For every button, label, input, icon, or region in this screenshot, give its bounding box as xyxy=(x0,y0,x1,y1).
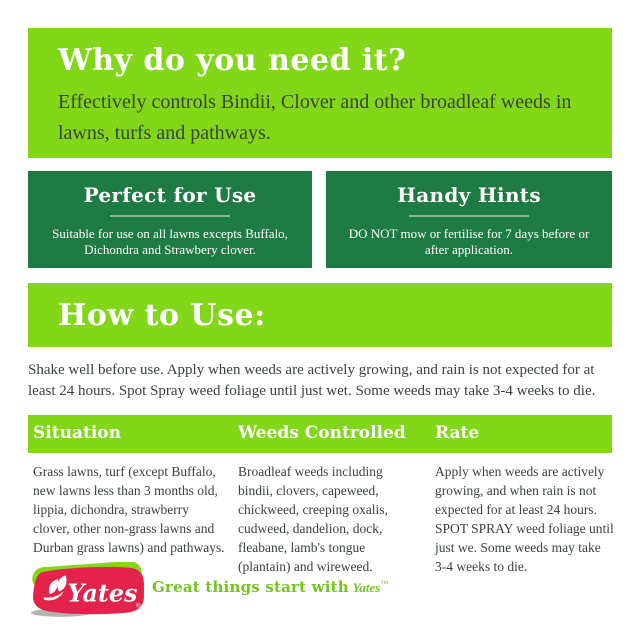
logo-wordmark: Yates xyxy=(67,579,138,608)
perfect-for-use-card xyxy=(28,171,312,268)
registered-mark: ® xyxy=(135,602,142,610)
why-you-need-it-banner xyxy=(28,28,612,158)
rate-cell: Apply when weeds are actively growing, and when rain is not expected for at least 24 hours. SPOT SPRAY weed foliage until just we. Some weeds may take 3-4 weeks to die. xyxy=(435,464,614,574)
yates-logo-graphic xyxy=(28,562,146,620)
usage-table-header xyxy=(28,415,612,453)
weeds-controlled-cell: Broadleaf weeds including bindii, clovers, capeweed, chickweed, creeping oxalis, cudweed, dandelion, dock, fleabane, lamb's tongue (plantain) and wireweed. xyxy=(238,464,388,574)
tagline xyxy=(152,578,388,597)
page-subtitle: Effectively controls Bindii, Clover and other broadleaf weeds in lawns, turfs and pathways. xyxy=(58,91,572,144)
trademark-symbol: ™ xyxy=(380,579,389,588)
usage-instructions: Shake well before use. Apply when weeds are actively growing, and rain is not expected for at least 24 hours. Spot Spray weed foliage until just wet. Some weeds may take 3-4 weeks to die. xyxy=(28,362,596,399)
tagline-brand: Yates xyxy=(352,580,381,595)
yates-logo xyxy=(28,562,146,620)
perfect-for-use-body: Suitable for use on all lawns excepts Buffalo, Dichondra and Strawbery clover. xyxy=(52,226,288,257)
how-to-use-title: How to Use: xyxy=(58,297,266,333)
page-title: Why do you need it? xyxy=(58,43,407,78)
card-divider xyxy=(409,215,529,217)
column-header-rate: Rate xyxy=(435,423,480,443)
column-header-situation: Situation xyxy=(33,423,121,443)
perfect-for-use-title: Perfect for Use xyxy=(83,183,257,207)
handy-hints-title: Handy Hints xyxy=(397,183,541,207)
column-header-weeds-controlled: Weeds Controlled xyxy=(238,423,406,443)
how-to-use-banner xyxy=(28,283,612,347)
tagline-text: Great things start with xyxy=(152,578,349,596)
situation-cell: Grass lawns, turf (except Buffalo, new lawns less than 3 months old, lippia, dichondra, strawberry clover, other non-grass lawns and Durban grass lawns) and pathways. xyxy=(33,464,225,555)
handy-hints-body: DO NOT mow or fertilise for 7 days before or after application. xyxy=(348,226,590,257)
card-divider xyxy=(110,215,230,217)
handy-hints-card xyxy=(326,171,612,268)
